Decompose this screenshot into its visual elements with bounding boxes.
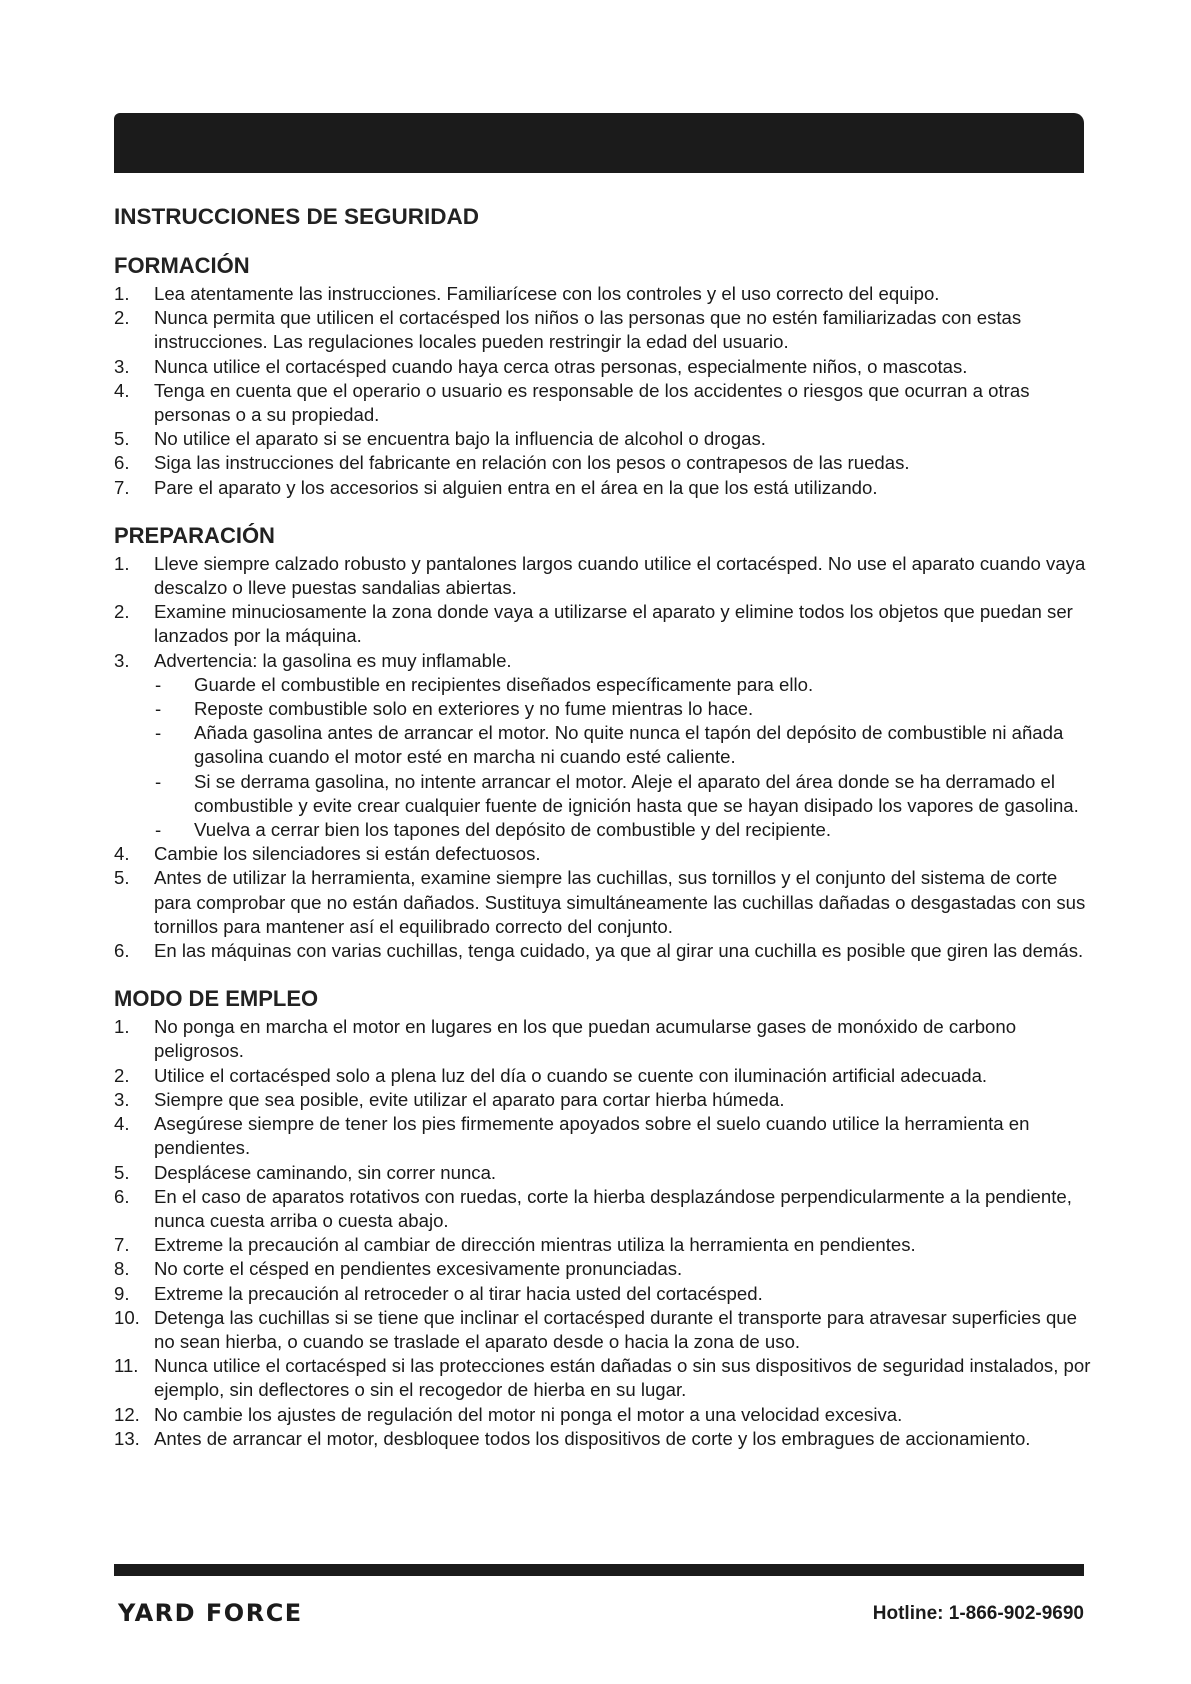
- list-item: [114, 427, 1094, 451]
- item-number: 3.: [114, 649, 130, 671]
- item-number: 12.: [114, 1403, 140, 1425]
- numbered-list: [114, 282, 1094, 500]
- item-text: Antes de utilizar la herramienta, examine siempre las cuchillas, sus tornillos y el conjunto del sistema de corte para comprobar que no están dañados. Sustituya simultáneamente las cuchillas dañadas o desgastadas con sus tornillos para mantener así el equilibrado correcto del conjunto.: [154, 867, 1086, 937]
- hotline-text: Hotline: 1-866-902-9690: [872, 1603, 1084, 1624]
- dash-bullet: -: [155, 819, 162, 841]
- numbered-list: [114, 552, 1094, 963]
- item-number: 2.: [114, 601, 130, 623]
- numbered-list: [114, 1015, 1094, 1451]
- sections-container: [114, 252, 1094, 1451]
- list-item: [114, 866, 1094, 939]
- item-number: 6.: [114, 940, 130, 962]
- footer-bar: [114, 1564, 1084, 1576]
- item-number: 2.: [114, 307, 130, 329]
- list-item: [114, 1257, 1094, 1281]
- item-text: Asegúrese siempre de tener los pies firmemente apoyados sobre el suelo cuando utilice la herramienta en pendientes.: [154, 1113, 1030, 1159]
- page-title: INSTRUCCIONES DE SEGURIDAD: [114, 204, 480, 229]
- list-item: [114, 1112, 1094, 1160]
- item-text: Detenga las cuchillas si se tiene que inclinar el cortacésped durante el transporte para atravesar superficies que no sean hierba, o cuando se traslade el aparato desde o hacia la zona de uso.: [154, 1306, 1077, 1352]
- item-number: 5.: [114, 867, 130, 889]
- section-title: FORMACIÓN: [114, 253, 250, 278]
- item-text: Antes de arrancar el motor, desbloquee todos los dispositivos de corte y los embragues de accionamiento.: [154, 1427, 1031, 1449]
- list-item: [114, 552, 1094, 600]
- list-item: [114, 476, 1094, 500]
- item-text: No utilice el aparato si se encuentra bajo la influencia de alcohol o drogas.: [154, 428, 766, 450]
- section-title: MODO DE EMPLEO: [114, 986, 319, 1012]
- item-text: Advertencia: la gasolina es muy inflamable.: [154, 649, 512, 671]
- item-number: 7.: [114, 1234, 130, 1256]
- sub-list-item: [154, 673, 1094, 697]
- dash-bullet: -: [155, 673, 162, 695]
- item-number: 6.: [114, 1185, 130, 1207]
- item-number: 1.: [114, 283, 130, 304]
- list-item: [114, 306, 1094, 354]
- item-text: No corte el césped en pendientes excesivamente pronunciadas.: [154, 1258, 683, 1280]
- list-item: [114, 1233, 1094, 1257]
- item-text: Siempre que sea posible, evite utilizar el aparato para cortar hierba húmeda.: [154, 1088, 785, 1110]
- dash-bullet: -: [155, 698, 162, 720]
- list-item: [114, 1161, 1094, 1185]
- item-text: Nunca permita que utilicen el cortacésped los niños o las personas que no estén familiarizadas con estas instrucciones. Las regulaciones locales pueden restringir la edad del usuario.: [154, 307, 1022, 353]
- item-text: Extreme la precaución al cambiar de dirección mientras utiliza la herramienta en pendientes.: [154, 1234, 916, 1256]
- sub-item-text: Guarde el combustible en recipientes diseñados específicamente para ello.: [194, 673, 814, 695]
- list-item: [114, 1306, 1094, 1354]
- item-number: 5.: [114, 428, 130, 450]
- item-text: Examine minuciosamente la zona donde vaya a utilizarse el aparato y elimine todos los objetos que puedan ser lanzados por la máquina.: [154, 601, 1073, 647]
- item-text: Nunca utilice el cortacésped cuando haya cerca otras personas, especialmente niños, o mascotas.: [154, 355, 968, 377]
- dash-bullet: -: [155, 722, 162, 744]
- sub-item-text: Reposte combustible solo en exteriores y no fume mientras lo hace.: [194, 698, 754, 720]
- list-item: [114, 1403, 1094, 1427]
- item-number: 4.: [114, 379, 130, 401]
- item-number: 1.: [114, 552, 130, 574]
- sub-list-item: [154, 721, 1094, 769]
- item-number: 3.: [114, 355, 130, 377]
- item-text: En las máquinas con varias cuchillas, tenga cuidado, ya que al girar una cuchilla es posible que giren las demás.: [154, 940, 1084, 962]
- item-text: Siga las instrucciones del fabricante en relación con los pesos o contrapesos de las ruedas.: [154, 452, 910, 474]
- list-item: [114, 282, 1094, 306]
- list-item: [114, 842, 1094, 866]
- item-number: 4.: [114, 843, 130, 865]
- sub-item-text: Si se derrama gasolina, no intente arrancar el motor. Aleje el aparato del área donde se ha derramado el combustible y evite crear cualquier fuente de ignición hasta que se hayan disipado los vapores de gasolina.: [194, 770, 1079, 816]
- item-number: 2.: [114, 1064, 130, 1086]
- list-item: [114, 451, 1094, 475]
- list-item: [114, 600, 1094, 648]
- item-number: 13.: [114, 1427, 140, 1449]
- section: [114, 985, 1094, 1451]
- brand-logo: YARD FORCE: [118, 1599, 303, 1627]
- sub-list-item: [154, 697, 1094, 721]
- item-number: 11.: [114, 1355, 139, 1377]
- item-number: 9.: [114, 1282, 130, 1304]
- list-item: [114, 355, 1094, 379]
- section: [114, 252, 1094, 500]
- sub-item-text: Añada gasolina antes de arrancar el motor. No quite nunca el tapón del depósito de combustible ni añada gasolina cuando el motor esté en marcha ni cuando esté caliente.: [194, 722, 1064, 768]
- item-text: No cambie los ajustes de regulación del motor ni ponga el motor a una velocidad excesiva.: [154, 1403, 903, 1425]
- item-text: Pare el aparato y los accesorios si alguien entra en el área en la que los está utilizando.: [154, 476, 878, 498]
- section-title: PREPARACIÓN: [114, 522, 275, 548]
- item-text: Utilice el cortacésped solo a plena luz del día o cuando se cuente con iluminación artificial adecuada.: [154, 1064, 988, 1086]
- list-item: [114, 1015, 1094, 1063]
- sub-list: [154, 673, 1094, 842]
- item-number: 8.: [114, 1258, 130, 1280]
- item-number: 3.: [114, 1088, 130, 1110]
- list-item: [114, 379, 1094, 427]
- list-item: [114, 1282, 1094, 1306]
- item-text: No ponga en marcha el motor en lugares en los que puedan acumularse gases de monóxido de carbono peligrosos.: [154, 1016, 1017, 1062]
- sub-list-item: [154, 818, 1094, 842]
- item-number: 6.: [114, 452, 130, 474]
- item-text: Lleve siempre calzado robusto y pantalones largos cuando utilice el cortacésped. No use el aparato cuando vaya descalzo o lleve puestas sandalias abiertas.: [154, 552, 1086, 599]
- list-item: [114, 939, 1094, 963]
- list-item: [114, 649, 1094, 843]
- page-content: [114, 203, 1094, 1451]
- sub-item-text: Vuelva a cerrar bien los tapones del depósito de combustible y del recipiente.: [194, 819, 832, 841]
- item-number: 4.: [114, 1113, 130, 1135]
- item-text: Desplácese caminando, sin correr nunca.: [154, 1161, 497, 1183]
- item-number: 5.: [114, 1161, 130, 1183]
- list-item: [114, 1088, 1094, 1112]
- item-text: Nunca utilice el cortacésped si las protecciones están dañadas o sin sus dispositivos de seguridad instalados, por ejemplo, sin deflectores o sin el recogedor de hierba en su lugar.: [154, 1355, 1091, 1401]
- item-text: Extreme la precaución al retroceder o al tirar hacia usted del cortacésped.: [154, 1282, 763, 1304]
- item-text: En el caso de aparatos rotativos con ruedas, corte la hierba desplazándose perpendicularmente a la pendiente, nunca cuesta arriba o cuesta abajo.: [154, 1185, 1072, 1231]
- section: [114, 522, 1094, 963]
- item-text: Tenga en cuenta que el operario o usuario es responsable de los accidentes o riesgos que ocurran a otras personas o a su propiedad.: [154, 379, 1030, 426]
- list-item: [114, 1185, 1094, 1233]
- list-item: [114, 1427, 1094, 1451]
- sub-list-item: [154, 770, 1094, 818]
- item-number: 7.: [114, 476, 130, 498]
- dash-bullet: -: [155, 770, 162, 792]
- item-text: Lea atentamente las instrucciones. Familiarícese con los controles y el uso correcto del equipo.: [154, 283, 940, 304]
- item-number: 1.: [114, 1016, 130, 1038]
- item-number: 10.: [114, 1306, 140, 1328]
- list-item: [114, 1354, 1094, 1402]
- item-text: Cambie los silenciadores si están defectuosos.: [154, 843, 541, 865]
- header-bar: [114, 113, 1084, 173]
- list-item: [114, 1064, 1094, 1088]
